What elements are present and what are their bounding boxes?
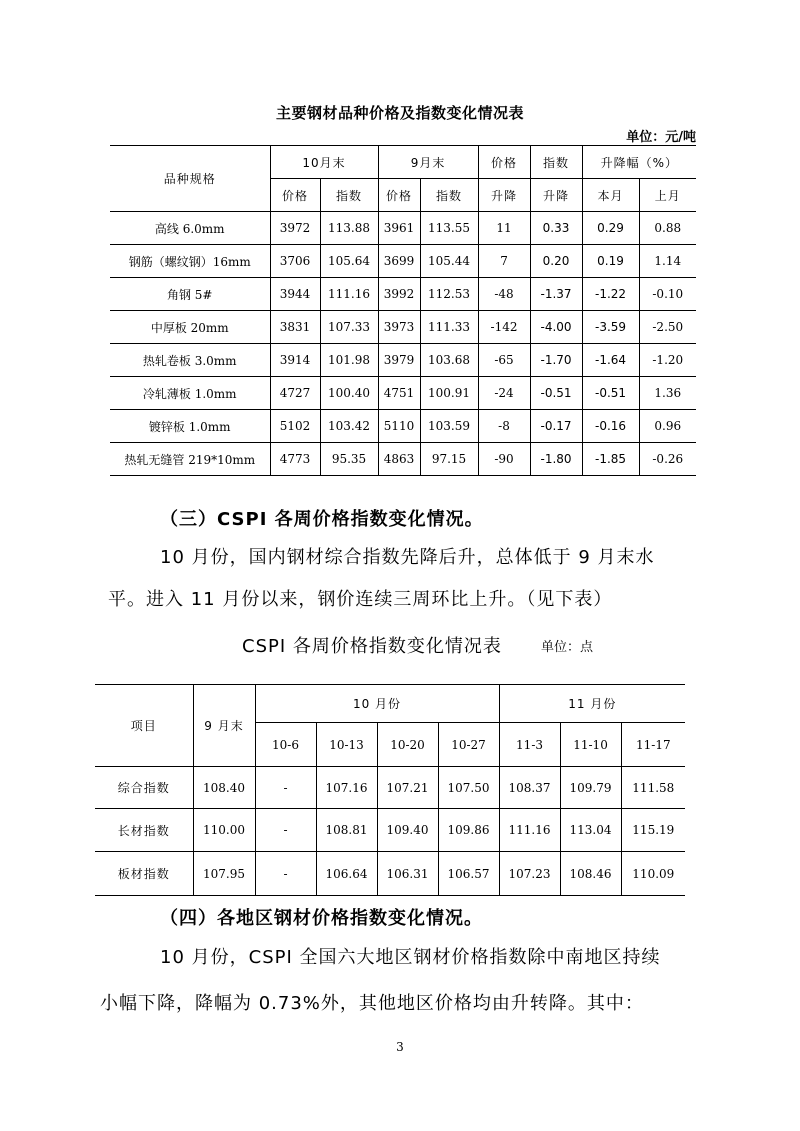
header-week: 10-27 (438, 723, 499, 767)
product-name: 冷轧薄板 1.0mm (110, 377, 270, 410)
oct-price: 3706 (270, 245, 320, 278)
price-change: -48 (478, 278, 530, 311)
price-change: -90 (478, 443, 530, 476)
cell-value: 113.04 (560, 809, 621, 852)
table2-unit: 单位：点 (541, 640, 594, 655)
sep-price: 3979 (378, 344, 420, 377)
index-change: -1.37 (530, 278, 582, 311)
header-november: 11 月份 (499, 685, 685, 723)
cell-value: 108.37 (499, 767, 560, 809)
index-change: -0.51 (530, 377, 582, 410)
table-row (110, 410, 696, 443)
sep-index: 100.91 (420, 377, 478, 410)
row-label: 长材指数 (95, 809, 193, 852)
pct-this-month: -0.16 (582, 410, 639, 443)
steel-price-table (110, 145, 696, 476)
header-this-month: 本月 (582, 179, 639, 212)
header-october: 10 月份 (255, 685, 499, 723)
price-change: -65 (478, 344, 530, 377)
cell-value: 106.31 (377, 852, 438, 896)
pct-last-month: -0.10 (639, 278, 696, 311)
sep-price: 3699 (378, 245, 420, 278)
product-name: 中厚板 20mm (110, 311, 270, 344)
pct-last-month: 0.96 (639, 410, 696, 443)
cell-value: - (255, 767, 316, 809)
sep-index: 97.15 (420, 443, 478, 476)
pct-this-month: -1.64 (582, 344, 639, 377)
section4-para-line2: 小幅下降，降幅为 0.73%外，其他地区价格均由升转降。其中： (100, 993, 644, 1014)
oct-price: 5102 (270, 410, 320, 443)
oct-price: 4773 (270, 443, 320, 476)
price-change: 7 (478, 245, 530, 278)
sep-price: 3973 (378, 311, 420, 344)
header-price-change-2: 升降 (478, 179, 530, 212)
cell-value: - (255, 809, 316, 852)
pct-this-month: 0.19 (582, 245, 639, 278)
cell-value: 106.64 (316, 852, 377, 896)
table-row (110, 443, 696, 476)
header-week: 10-20 (377, 723, 438, 767)
header-price-change-1: 价格 (478, 146, 530, 179)
pct-this-month: 0.29 (582, 212, 639, 245)
product-name: 高线 6.0mm (110, 212, 270, 245)
cell-value: 107.16 (316, 767, 377, 809)
sep-index: 111.33 (420, 311, 478, 344)
table-row (95, 852, 685, 896)
oct-price: 4727 (270, 377, 320, 410)
pct-last-month: 0.88 (639, 212, 696, 245)
table-row (95, 767, 685, 809)
index-change: 0.20 (530, 245, 582, 278)
table1-unit: 单位：元/吨 (626, 130, 696, 145)
price-change: 11 (478, 212, 530, 245)
weekly-index-table (95, 684, 685, 896)
oct-index: 111.16 (320, 278, 378, 311)
header-week: 10-13 (316, 723, 377, 767)
sep-price: 4751 (378, 377, 420, 410)
cell-value: 115.19 (621, 809, 685, 852)
header-week: 10-6 (255, 723, 316, 767)
table-row (110, 245, 696, 278)
cell-value: 109.40 (377, 809, 438, 852)
cell-value: 107.23 (499, 852, 560, 896)
cell-value: 107.21 (377, 767, 438, 809)
pct-this-month: -1.85 (582, 443, 639, 476)
section3-para-line1: 10 月份，国内钢材综合指数先降后升，总体低于 9 月末水 (160, 547, 655, 568)
product-name: 镀锌板 1.0mm (110, 410, 270, 443)
index-change: -0.17 (530, 410, 582, 443)
cell-value: 110.09 (621, 852, 685, 896)
header-product: 品种规格 (110, 146, 270, 212)
header-item: 项目 (95, 685, 193, 767)
cell-value: 109.79 (560, 767, 621, 809)
header-week: 11-10 (560, 723, 621, 767)
sep-index: 112.53 (420, 278, 478, 311)
header-sep-index: 指数 (420, 179, 478, 212)
oct-price: 3972 (270, 212, 320, 245)
pct-this-month: -0.51 (582, 377, 639, 410)
oct-index: 101.98 (320, 344, 378, 377)
sep-price: 3961 (378, 212, 420, 245)
cell-value: 106.57 (438, 852, 499, 896)
cell-value: 110.00 (193, 809, 255, 852)
oct-price: 3831 (270, 311, 320, 344)
sep-index: 113.55 (420, 212, 478, 245)
table-row (110, 311, 696, 344)
table-row (110, 278, 696, 311)
pct-last-month: 1.36 (639, 377, 696, 410)
oct-index: 103.42 (320, 410, 378, 443)
header-last-month: 上月 (639, 179, 696, 212)
cell-value: 107.95 (193, 852, 255, 896)
index-change: -4.00 (530, 311, 582, 344)
table-row (95, 809, 685, 852)
oct-index: 105.64 (320, 245, 378, 278)
cell-value: 107.50 (438, 767, 499, 809)
oct-price: 3914 (270, 344, 320, 377)
price-change: -142 (478, 311, 530, 344)
header-sep-end: 9 月末 (193, 685, 255, 767)
page-number: 3 (396, 1040, 404, 1054)
header-index-change-1: 指数 (530, 146, 582, 179)
product-name: 角钢 5# (110, 278, 270, 311)
index-change: 0.33 (530, 212, 582, 245)
price-change: -24 (478, 377, 530, 410)
header-sep-end: 9月末 (378, 146, 478, 179)
header-week: 11-17 (621, 723, 685, 767)
pct-last-month: 1.14 (639, 245, 696, 278)
cell-value: 108.40 (193, 767, 255, 809)
index-change: -1.80 (530, 443, 582, 476)
oct-index: 95.35 (320, 443, 378, 476)
section4-heading: （四）各地区钢材价格指数变化情况。 (160, 908, 483, 929)
table1-title: 主要钢材品种价格及指数变化情况表 (275, 104, 524, 122)
cell-value: 109.86 (438, 809, 499, 852)
header-oct-end: 10月末 (270, 146, 378, 179)
section4-para-line1: 10 月份，CSPI 全国六大地区钢材价格指数除中南地区持续 (160, 947, 661, 968)
sep-price: 3992 (378, 278, 420, 311)
pct-this-month: -3.59 (582, 311, 639, 344)
sep-price: 4863 (378, 443, 420, 476)
row-label: 板材指数 (95, 852, 193, 896)
product-name: 热轧无缝管 219*10mm (110, 443, 270, 476)
cell-value: 108.81 (316, 809, 377, 852)
cell-value: - (255, 852, 316, 896)
header-sep-price: 价格 (378, 179, 420, 212)
table-row (110, 344, 696, 377)
header-oct-price: 价格 (270, 179, 320, 212)
oct-index: 100.40 (320, 377, 378, 410)
header-pct-change: 升降幅（%） (582, 146, 696, 179)
sep-index: 103.68 (420, 344, 478, 377)
table2-title: CSPI 各周价格指数变化情况表 (242, 636, 502, 657)
section3-heading: （三）CSPI 各周价格指数变化情况。 (160, 509, 484, 530)
sep-index: 105.44 (420, 245, 478, 278)
table-row (110, 212, 696, 245)
oct-index: 107.33 (320, 311, 378, 344)
sep-price: 5110 (378, 410, 420, 443)
product-name: 钢筋（螺纹钢）16mm (110, 245, 270, 278)
header-oct-index: 指数 (320, 179, 378, 212)
index-change: -1.70 (530, 344, 582, 377)
cell-value: 111.58 (621, 767, 685, 809)
pct-this-month: -1.22 (582, 278, 639, 311)
price-change: -8 (478, 410, 530, 443)
section3-para-line2: 平。进入 11 月份以来，钢价连续三周环比上升。（见下表） (108, 589, 613, 610)
pct-last-month: -2.50 (639, 311, 696, 344)
sep-index: 103.59 (420, 410, 478, 443)
cell-value: 111.16 (499, 809, 560, 852)
pct-last-month: -1.20 (639, 344, 696, 377)
header-index-change-2: 升降 (530, 179, 582, 212)
row-label: 综合指数 (95, 767, 193, 809)
cell-value: 108.46 (560, 852, 621, 896)
pct-last-month: -0.26 (639, 443, 696, 476)
table-row (110, 377, 696, 410)
product-name: 热轧卷板 3.0mm (110, 344, 270, 377)
oct-index: 113.88 (320, 212, 378, 245)
oct-price: 3944 (270, 278, 320, 311)
header-week: 11-3 (499, 723, 560, 767)
